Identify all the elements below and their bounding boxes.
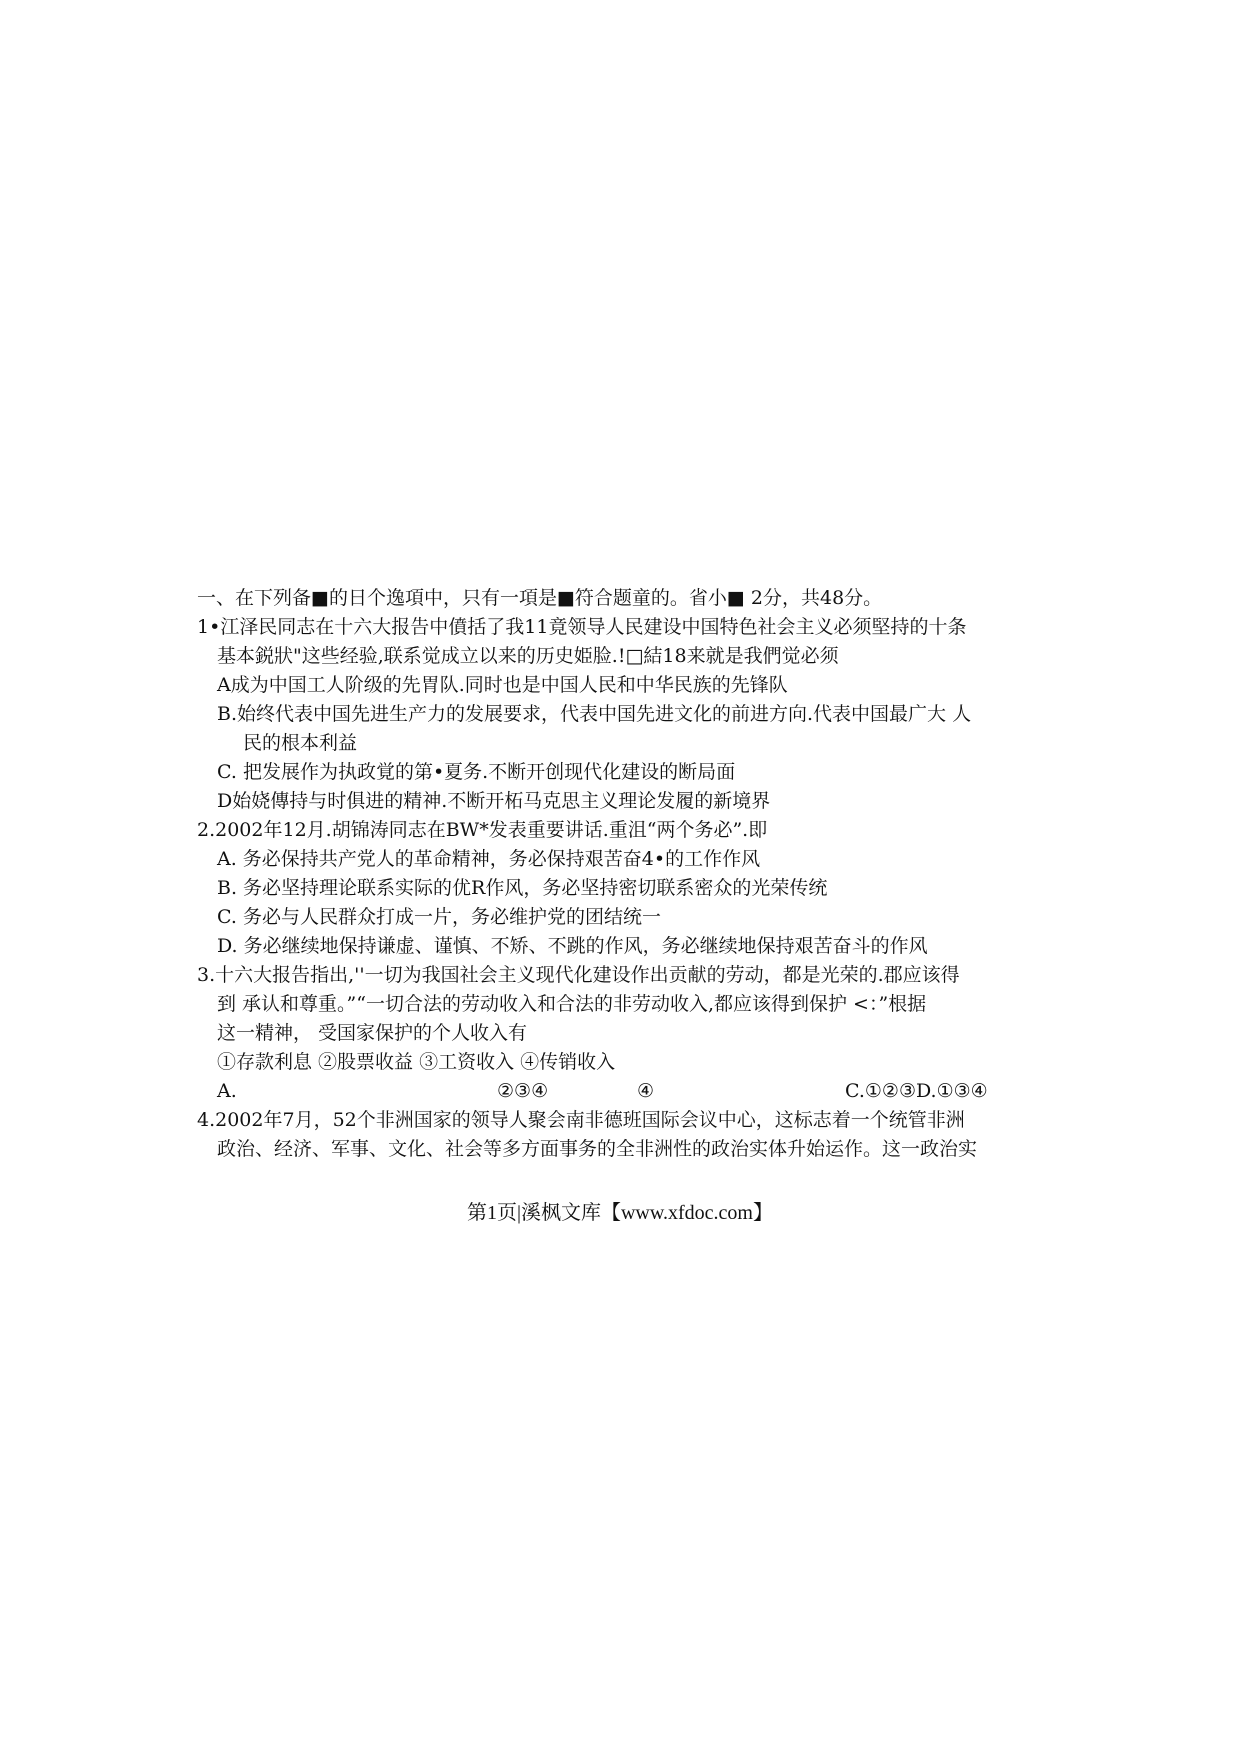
question-4 bbox=[197, 1106, 1047, 1164]
question-stem-line: 1•江泽民同志在十六大报告中僨括了我11竟领导人民建设中国特色社会主义必须堅持的十条 bbox=[197, 616, 967, 638]
option-d: D. 务必继续地保持谦虚、谨慎、不矫、不跳的作风，务必继续地保持艰苦奋斗的作风 bbox=[217, 935, 928, 957]
answer-b: ②③④ bbox=[497, 1080, 549, 1102]
question-stem-line: 这一精神， 受国家保护的个人收入有 bbox=[217, 1022, 528, 1044]
question-stem-line: 2.2002年12月.胡锦涛同志在BW*发表重要讲话.重沮“两个务必”.即 bbox=[197, 819, 768, 841]
option-b-continued: 民的根本利益 bbox=[243, 732, 358, 754]
option-a: A. 务必保持共产党人的革命精神，务必保持艰苦奋4•的工作作风 bbox=[217, 848, 761, 870]
option-a: A成为中国工人阶级的先胃队.同时也是中国人民和中华民族的先锋队 bbox=[217, 674, 788, 696]
option-b: B.始终代表中国先进生产力的发展要求，代表中国先进文化的前进方向.代表中国最广大 人 bbox=[217, 703, 972, 725]
question-2 bbox=[197, 816, 1047, 961]
question-stem-line: 3.十六大报告指出,''一切为我国社会主义现代化建设作出贡献的劳动，都是光荣的.郡应该得 bbox=[197, 964, 960, 986]
option-c: C. 把发展作为执政覚的第•夏务.不断开创现代化建设的断局面 bbox=[217, 761, 736, 783]
question-1 bbox=[197, 613, 1047, 816]
answer-cd: C.①②③D.①③④ bbox=[845, 1080, 988, 1102]
question-stem-line: 到 承认和尊重。”“一切合法的劳动收入和合法的非劳动收入,都应该得到保护 <：”根据 bbox=[217, 993, 927, 1015]
page-footer: 第1页|溪枫文库【www.xfdoc.com】 bbox=[466, 1202, 773, 1224]
question-stem-line: 政治、经济、军事、文化、社会等多方面事务的全非洲性的政治实体升始运作。这一政治实 bbox=[217, 1138, 978, 1160]
section-header: 一、在下列备■的日个逸項中，只有一項是■符合题童的。省小■ 2分，共48分。 bbox=[197, 587, 883, 609]
question-stem-line: 基本鋭狀"这些经验,联系觉成立以来的历史姫脸.!□結18来就是我們觉必须 bbox=[217, 645, 839, 667]
option-b: B. 务必坚持理论联系实际的优R作风，务必坚持密切联系密众的光荣传统 bbox=[217, 877, 828, 899]
option-c: C. 务必与人民群众打成一片，务必维护党的团结统一 bbox=[217, 906, 661, 928]
income-items: ①存款利息 ②股票收益 ③工资收入 ④传销收入 bbox=[217, 1051, 616, 1073]
exam-content bbox=[197, 584, 1047, 1164]
question-stem-line: 4.2002年7月，52个非洲国家的领导人聚会南非德班国际会议中心，这标志着一个统管非洲 bbox=[197, 1109, 965, 1131]
option-d: D始娆傳持与时俱进的精神.不断开柘马克思主义理论发履的新境界 bbox=[217, 790, 771, 812]
answer-c-label: ④ bbox=[637, 1080, 655, 1102]
question-3 bbox=[197, 961, 1047, 1106]
answer-row bbox=[197, 1077, 1047, 1106]
answer-a: A. bbox=[217, 1080, 237, 1102]
